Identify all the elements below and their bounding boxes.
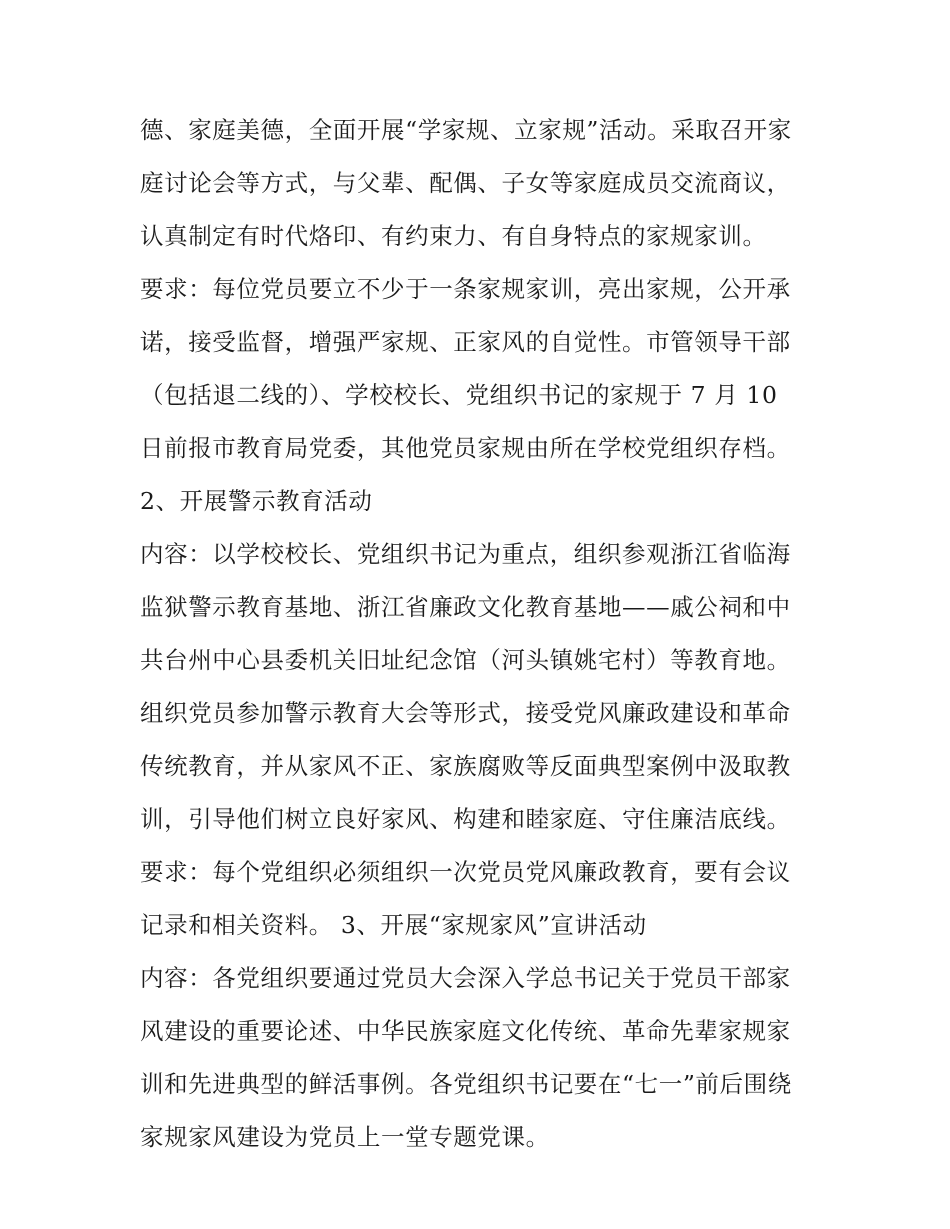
section-heading: 2、开展警示教育活动 bbox=[140, 487, 373, 515]
text-line: 庭讨论会等方式，与父辈、配偶、子女等家庭成员交流商议， bbox=[140, 169, 791, 197]
text-line: 记录和相关资料。 3、开展“家规家风”宣讲活动 bbox=[140, 911, 647, 939]
text-line: 德、家庭美德，全面开展“学家规、立家规”活动。采取召开家 bbox=[140, 116, 792, 144]
text-line: 风建设的重要论述、中华民族家庭文化传统、革命先辈家规家 bbox=[140, 1017, 791, 1045]
text-line: 内容：各党组织要通过党员大会深入学总书记关于党员干部家 bbox=[140, 964, 791, 992]
text-line: 要求：每位党员要立不少于一条家规家训，亮出家规，公开承 bbox=[140, 275, 791, 303]
text-line: 要求：每个党组织必须组织一次党员党风廉政教育，要有会议 bbox=[140, 858, 791, 886]
text-line: 诺，接受监督，增强严家规、正家风的自觉性。市管领导干部 bbox=[140, 328, 791, 356]
text-line: 监狱警示教育基地、浙江省廉政文化教育基地——戚公祠和中 bbox=[140, 593, 791, 621]
text-line: 认真制定有时代烙印、有约束力、有自身特点的家规家训。 bbox=[140, 222, 767, 250]
text-line: 内容：以学校校长、党组织书记为重点，组织参观浙江省临海 bbox=[140, 540, 791, 568]
text-line: 组织党员参加警示教育大会等形式，接受党风廉政建设和革命 bbox=[140, 699, 791, 727]
text-line: （包括退二线的）、学校校长、党组织书记的家规于 7 月 10 bbox=[140, 381, 778, 409]
text-line: 训和先进典型的鲜活事例。各党组织书记要在“七一”前后围绕 bbox=[140, 1070, 792, 1098]
text-line: 家规家风建设为党员上一堂专题党课。 bbox=[140, 1123, 550, 1151]
body-text bbox=[140, 110, 820, 1170]
text-line: 日前报市教育局党委，其他党员家规由所在学校党组织存档。 bbox=[140, 434, 791, 462]
text-line: 传统教育，并从家风不正、家族腐败等反面典型案例中汲取教 bbox=[140, 752, 791, 780]
text-line: 共台州中心县委机关旧址纪念馆（河头镇姚宅村）等教育地。 bbox=[140, 646, 791, 674]
text-line: 训，引导他们树立良好家风、构建和睦家庭、守住廉洁底线。 bbox=[140, 805, 791, 833]
